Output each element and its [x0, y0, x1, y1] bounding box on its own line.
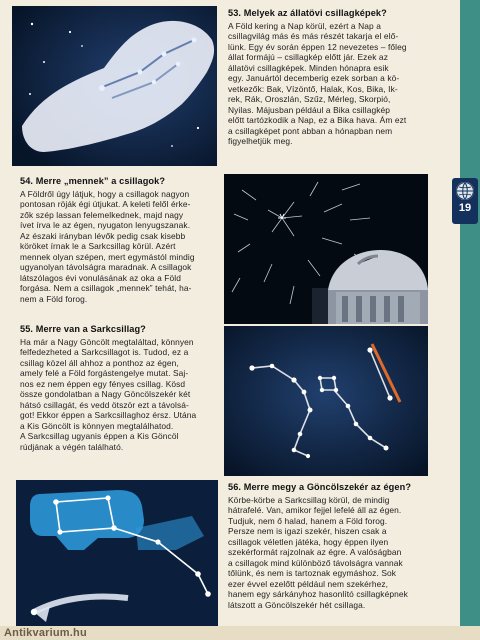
section-55-title: 55. Merre van a Sarkcsillag? [20, 324, 146, 334]
section-55-line: A Sarkcsillag ugyanis éppen a Kis Göncöl [20, 431, 179, 441]
section-54-title: 54. Merre „mennek” a csillagok? [20, 176, 166, 186]
section-56-line: látszott a Göncölszekér hét csillaga. [228, 599, 366, 610]
section-54-line: ugyanolyan távolságra maradnak. A csillagok [20, 262, 192, 272]
section-55 [20, 324, 214, 452]
section-54-line: látszólagos évi vonulásának az oka a Föld [20, 272, 181, 283]
side-color-strip [460, 0, 480, 640]
section-53-line: állatövi csillagképek. Minden hónapra esik [228, 62, 389, 73]
section-55-line: rúdjának a végén található. [20, 441, 124, 452]
section-53-line: A Föld kering a Nap körül, ezért a Nap a [228, 20, 381, 31]
section-53-line: csillagvilág más és más részét takarja el elő- [228, 31, 399, 41]
section-56-line: csillagok véletlen játéka, hogy éppen ilyen [228, 536, 389, 547]
section-53-line: rek, Rák, Oroszlán, Szűz, Mérleg, Skorpió, [228, 94, 391, 104]
section-56-title: 56. Merre megy a Göncölszekér az égen? [228, 482, 412, 492]
section-56 [228, 482, 440, 610]
section-56-line: szekérformát rajzolnak az égre. A valóságban [228, 547, 402, 557]
section-56-line: tőlünk, és nem is tartoznak egymáshoz. Sok [228, 568, 397, 578]
globe-icon [456, 182, 474, 200]
section-56-line: ezer évvel ezelőtt például nem szekérhez, [228, 578, 389, 589]
section-56-line: a csillagok mind különböző távolságra vannak [228, 557, 403, 568]
section-54-line: Az északi irányban lévők pedig csak kisebb [20, 230, 186, 241]
section-55-line: amely felé a Föld forgástengelye mutat. Saj- [20, 368, 189, 378]
section-53-line: figyelhetjük meg. [228, 136, 293, 146]
section-54-line: ívet írva le az égen, nyugaton lenyugszanak. [20, 220, 191, 230]
page-number: 19 [458, 202, 472, 214]
section-53-line: vetkezők: Bak, Vízöntő, Halak, Kos, Bika, Ik- [228, 83, 398, 94]
section-53-line: állat formájú – csillagkép előtt jár. Ezek az [228, 52, 388, 62]
section-53 [228, 8, 440, 147]
section-54-line: zők szép lassan felemelkednek, majd nagy [20, 209, 184, 220]
section-54-line: pontosan röják égi útjukat. A keleti felől érke- [20, 199, 191, 209]
section-55-line: a Kis Göncölt is könnyen megtalálhatod. [20, 420, 174, 431]
illustration-dipper-motion [16, 480, 218, 626]
section-54-line: A Földről úgy látjuk, hogy a csillagok nagyon [20, 188, 190, 199]
section-53-line: előtt tartózkodik a Nap, ez a Bika hava. Ám ezt [228, 115, 407, 125]
section-53-line: a csillagképet pont abban a hónapban nem [228, 125, 393, 136]
illustration-star-trails-observatory [224, 174, 428, 324]
section-55-line: Ha már a Nagy Göncölt megtaláltad, könnyen [20, 336, 194, 347]
section-56-line: Persze nem is igazi szekér, hiszen csak a [228, 526, 387, 536]
section-54-line: nem a Föld forog. [20, 293, 88, 304]
section-54-line: mennek olyan szépen, mert egymástól mindig [20, 251, 195, 262]
section-56-line: hanem egy sárkányhoz hasonlító csillagképnek [228, 589, 408, 599]
section-55-line: hátsó csillagát, és vedd ötször ezt a távolsá- [20, 399, 189, 410]
section-53-line: Nyilas. Májusban például a Bika csillagkép [228, 104, 391, 115]
section-55-line: nos ez nem éppen egy fényes csillag. Kösd [20, 378, 186, 389]
section-55-line: felfedezheted a Sarkcsillagot is. Tudod, ez a [20, 347, 189, 357]
watermark: Antikvarium.hu [4, 627, 87, 639]
section-55-line: got! Ekkor éppen a Sarkcsillaghoz érsz. Utána [20, 410, 197, 420]
page-badge [452, 178, 478, 224]
section-53-line: lünk. Egy év során éppen 12 nevezetes – főleg [228, 41, 407, 52]
section-53-line: egy. Januártól decemberig ezek sorban a kö- [228, 73, 400, 83]
illustration-taurus [12, 6, 217, 166]
illustration-pole-star-diagram [224, 326, 428, 476]
section-55-line: össze gondolatban a Nagy Göncölszekér két [20, 389, 191, 399]
section-53-title: 53. Melyek az állatövi csillagképek? [228, 8, 387, 18]
section-54 [20, 176, 214, 304]
section-56-line: Körbe-körbe a Sarkcsillag körül, de mindig [228, 494, 390, 505]
section-54-line: forgása. Nem a csillagok „mennek” tehát, ha- [20, 283, 192, 293]
section-56-line: hátrafelé. Van, amikor fejjel lefelé áll az égen. [228, 505, 402, 515]
section-56-line: Tudjuk, nem ő halad, hanem a Föld forog. [228, 515, 388, 526]
section-55-line: csillag közel áll ahhoz a ponthoz az égen, [20, 357, 179, 368]
section-54-line: köröket írnak le a Sarkcsillag körül. Azért [20, 241, 176, 251]
